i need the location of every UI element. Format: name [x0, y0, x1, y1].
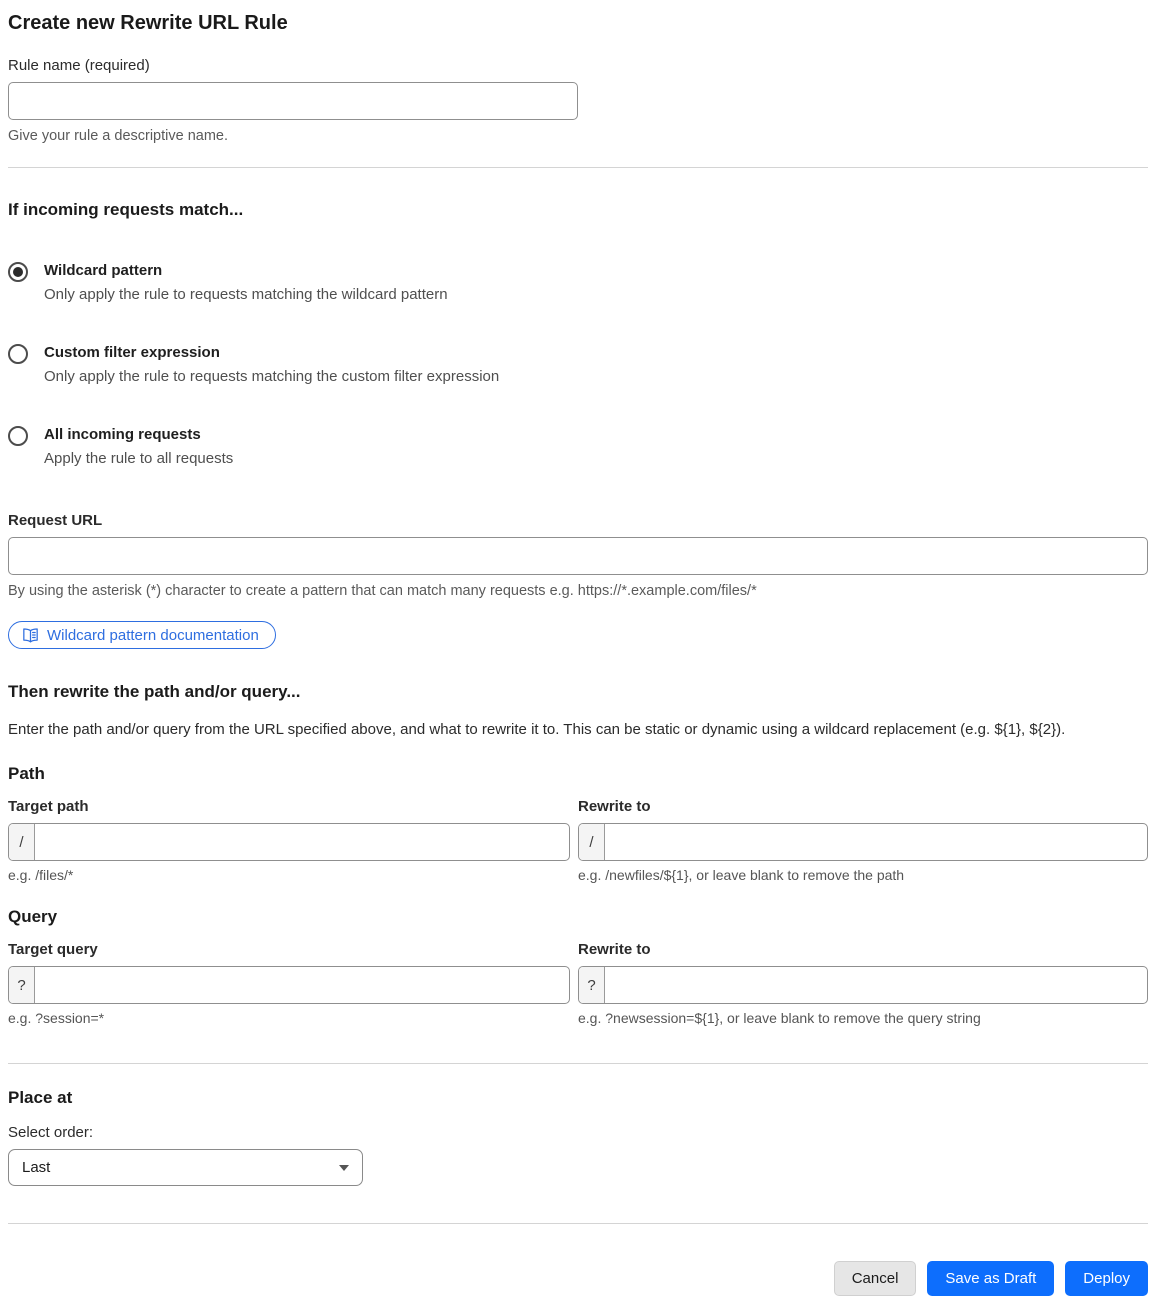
path-prefix-addon: /	[579, 824, 605, 860]
query-rewrite-to-label: Rewrite to	[578, 941, 651, 958]
target-path-label: Target path	[8, 798, 89, 815]
divider	[8, 1223, 1148, 1224]
request-url-label: Request URL	[8, 512, 103, 529]
query-rewrite-to-input[interactable]	[605, 967, 1147, 1003]
radio-description: Apply the rule to all requests	[44, 450, 234, 467]
divider	[8, 167, 1148, 168]
wildcard-documentation-label: Wildcard pattern documentation	[47, 626, 259, 644]
rule-name-helper: Give your rule a descriptive name.	[8, 128, 229, 144]
query-rewrite-to-helper: e.g. ?newsession=${1}, or leave blank to remove the query string	[578, 1010, 981, 1026]
path-fields-row	[8, 797, 1148, 884]
rewrite-section-description: Enter the path and/or query from the URL specified above, and what to rewrite it to. This can be static or dynamic using a wildcard replacement (e.g. ${1}, ${2}).	[8, 721, 1066, 738]
path-prefix-addon: /	[9, 824, 35, 860]
place-at-heading: Place at	[8, 1088, 73, 1107]
radio-button[interactable]	[8, 344, 28, 364]
order-select[interactable]	[8, 1149, 363, 1186]
query-rewrite-to-field	[578, 940, 1148, 1027]
query-prefix-addon: ?	[9, 967, 35, 1003]
radio-button[interactable]	[8, 426, 28, 446]
request-url-input[interactable]	[8, 537, 1148, 575]
radio-option-custom-filter-expression[interactable]	[8, 343, 1148, 386]
select-order-label: Select order:	[8, 1124, 94, 1141]
target-query-label: Target query	[8, 941, 98, 958]
query-subheading: Query	[8, 907, 58, 926]
path-rewrite-to-field	[578, 797, 1148, 884]
radio-description: Only apply the rule to requests matching the custom filter expression	[44, 368, 500, 385]
path-rewrite-to-helper: e.g. /newfiles/${1}, or leave blank to remove the path	[578, 867, 905, 883]
radio-button[interactable]	[8, 262, 28, 282]
path-subheading: Path	[8, 764, 45, 783]
radio-label: Wildcard pattern	[44, 262, 163, 279]
rule-name-input[interactable]	[8, 82, 578, 120]
rule-name-label: Rule name (required)	[8, 57, 150, 74]
target-path-input[interactable]	[35, 824, 569, 860]
target-query-helper: e.g. ?session=*	[8, 1010, 105, 1026]
path-rewrite-to-input[interactable]	[605, 824, 1147, 860]
target-path-helper: e.g. /files/*	[8, 867, 74, 883]
target-path-field	[8, 797, 570, 884]
target-query-field	[8, 940, 570, 1027]
radio-option-wildcard-pattern[interactable]	[8, 261, 1148, 304]
open-book-icon	[22, 628, 39, 643]
order-select-value: Last	[22, 1159, 51, 1176]
request-url-field	[8, 511, 1148, 601]
target-query-input[interactable]	[35, 967, 569, 1003]
match-section-heading: If incoming requests match...	[8, 200, 244, 219]
path-rewrite-to-label: Rewrite to	[578, 798, 651, 815]
request-url-helper: By using the asterisk (*) character to create a pattern that can match many requests e.g. https://*.example.com/files/*	[8, 583, 757, 599]
caret-down-icon	[339, 1165, 349, 1171]
radio-description: Only apply the rule to requests matching the wildcard pattern	[44, 286, 448, 303]
cancel-button[interactable]: Cancel	[834, 1261, 917, 1296]
radio-label: Custom filter expression	[44, 344, 220, 361]
query-prefix-addon: ?	[579, 967, 605, 1003]
query-fields-row	[8, 940, 1148, 1027]
footer-actions	[8, 1261, 1148, 1296]
page-title: Create new Rewrite URL Rule	[8, 12, 288, 34]
rewrite-section-heading: Then rewrite the path and/or query...	[8, 682, 301, 701]
wildcard-documentation-button[interactable]	[8, 621, 276, 649]
save-as-draft-button[interactable]: Save as Draft	[927, 1261, 1054, 1296]
radio-option-all-incoming-requests[interactable]	[8, 425, 1148, 468]
deploy-button[interactable]: Deploy	[1065, 1261, 1148, 1296]
divider	[8, 1063, 1148, 1064]
radio-label: All incoming requests	[44, 426, 201, 443]
rule-name-field	[8, 56, 1148, 146]
